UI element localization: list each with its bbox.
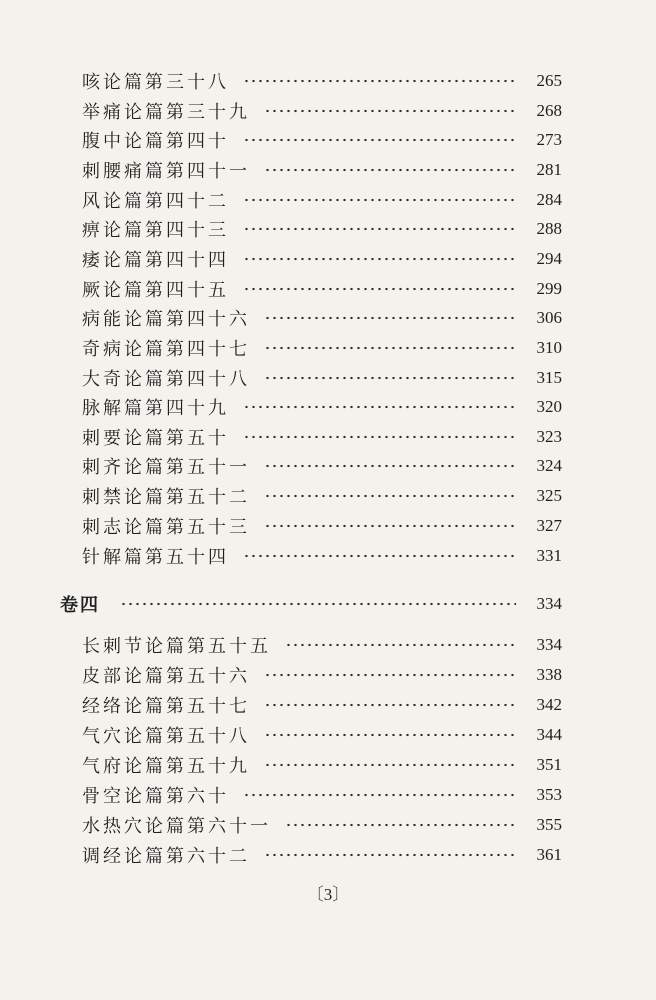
- dot-leader: [264, 346, 516, 350]
- toc-entry: [82, 422, 562, 452]
- entry-page: 306: [536, 308, 562, 327]
- toc-entry: [82, 481, 562, 511]
- entry-title: 经络论篇第五十七: [82, 696, 250, 717]
- entry-title: 长刺节论篇第五十五: [82, 636, 271, 657]
- entry-page: 355: [536, 815, 562, 834]
- dot-leader: [285, 823, 516, 827]
- toc-section-heading: [60, 589, 562, 619]
- entry-page: 351: [536, 755, 562, 774]
- dot-leader: [264, 464, 516, 468]
- entry-title: 厥论篇第四十五: [82, 280, 229, 301]
- dot-leader: [120, 602, 516, 606]
- entry-page: 294: [536, 249, 562, 268]
- toc-entry: [82, 780, 562, 810]
- entry-title: 刺要论篇第五十: [82, 428, 229, 449]
- dot-leader: [264, 763, 516, 767]
- entry-page: 315: [536, 368, 562, 387]
- entry-title: 举痛论篇第三十九: [82, 102, 250, 123]
- entry-page: 334: [536, 635, 562, 654]
- dot-leader: [243, 287, 516, 291]
- entry-page: 299: [536, 279, 562, 298]
- entry-title: 刺腰痛篇第四十一: [82, 161, 250, 182]
- dot-leader: [243, 793, 516, 797]
- entry-page: 331: [536, 546, 562, 565]
- dot-leader: [264, 524, 516, 528]
- entry-page: 268: [536, 101, 562, 120]
- entry-title: 咳论篇第三十八: [82, 72, 229, 93]
- entry-page: 338: [536, 665, 562, 684]
- toc-entry: [82, 185, 562, 215]
- entry-page: 273: [536, 130, 562, 149]
- dot-leader: [243, 227, 516, 231]
- entry-page: 284: [536, 190, 562, 209]
- dot-leader: [264, 703, 516, 707]
- entry-title: 风论篇第四十二: [82, 191, 229, 212]
- toc-entry: [82, 840, 562, 870]
- toc-entry: [82, 125, 562, 155]
- entry-page: 281: [536, 160, 562, 179]
- toc-entry: [82, 244, 562, 274]
- entry-page: 361: [536, 845, 562, 864]
- page-number: 〔3〕: [306, 885, 350, 904]
- section-title: 卷四: [60, 595, 100, 616]
- entry-title: 腹中论篇第四十: [82, 131, 229, 152]
- entry-title: 气穴论篇第五十八: [82, 726, 250, 747]
- section-page: 334: [536, 594, 562, 613]
- toc-entry: [82, 511, 562, 541]
- dot-leader: [243, 198, 516, 202]
- toc-entry: [82, 630, 562, 660]
- dot-leader: [264, 733, 516, 737]
- toc-entry: [82, 750, 562, 780]
- dot-leader: [264, 673, 516, 677]
- toc-entry: [82, 451, 562, 481]
- entry-title: 刺禁论篇第五十二: [82, 487, 250, 508]
- toc-entry: [82, 303, 562, 333]
- dot-leader: [243, 554, 516, 558]
- toc-entry: [82, 333, 562, 363]
- entry-page: 320: [536, 397, 562, 416]
- dot-leader: [264, 494, 516, 498]
- dot-leader: [243, 138, 516, 142]
- entry-title: 奇病论篇第四十七: [82, 339, 250, 360]
- dot-leader: [264, 168, 516, 172]
- entry-page: 353: [536, 785, 562, 804]
- entry-page: 265: [536, 71, 562, 90]
- entry-title: 痹论篇第四十三: [82, 220, 229, 241]
- dot-leader: [243, 79, 516, 83]
- entry-page: 310: [536, 338, 562, 357]
- entry-page: 325: [536, 486, 562, 505]
- entry-title: 骨空论篇第六十: [82, 786, 229, 807]
- toc-entry: [82, 155, 562, 185]
- entry-title: 调经论篇第六十二: [82, 846, 250, 867]
- entry-title: 病能论篇第四十六: [82, 309, 250, 330]
- dot-leader: [264, 109, 516, 113]
- toc-entry: [82, 274, 562, 304]
- toc-entry: [82, 66, 562, 96]
- entry-title: 刺志论篇第五十三: [82, 517, 250, 538]
- entry-title: 水热穴论篇第六十一: [82, 816, 271, 837]
- entry-title: 皮部论篇第五十六: [82, 666, 250, 687]
- entry-title: 痿论篇第四十四: [82, 250, 229, 271]
- dot-leader: [243, 435, 516, 439]
- toc-entry: [82, 690, 562, 720]
- entry-title: 脉解篇第四十九: [82, 398, 229, 419]
- toc-entry: [82, 541, 562, 571]
- entry-title: 气府论篇第五十九: [82, 756, 250, 777]
- dot-leader: [264, 316, 516, 320]
- entry-page: 288: [536, 219, 562, 238]
- toc-entry: [82, 720, 562, 750]
- toc-entry: [82, 214, 562, 244]
- toc-entry: [82, 96, 562, 126]
- dot-leader: [285, 643, 516, 647]
- entry-title: 大奇论篇第四十八: [82, 369, 250, 390]
- toc-entry: [82, 363, 562, 393]
- entry-page: 327: [536, 516, 562, 535]
- toc-entry: [82, 392, 562, 422]
- entry-title: 针解篇第五十四: [82, 547, 229, 568]
- entry-page: 324: [536, 456, 562, 475]
- dot-leader: [264, 853, 516, 857]
- toc-entry: [82, 660, 562, 690]
- dot-leader: [264, 376, 516, 380]
- entry-title: 刺齐论篇第五十一: [82, 457, 250, 478]
- entry-page: 344: [536, 725, 562, 744]
- toc-entry: [82, 810, 562, 840]
- entry-page: 323: [536, 427, 562, 446]
- dot-leader: [243, 257, 516, 261]
- entry-page: 342: [536, 695, 562, 714]
- dot-leader: [243, 405, 516, 409]
